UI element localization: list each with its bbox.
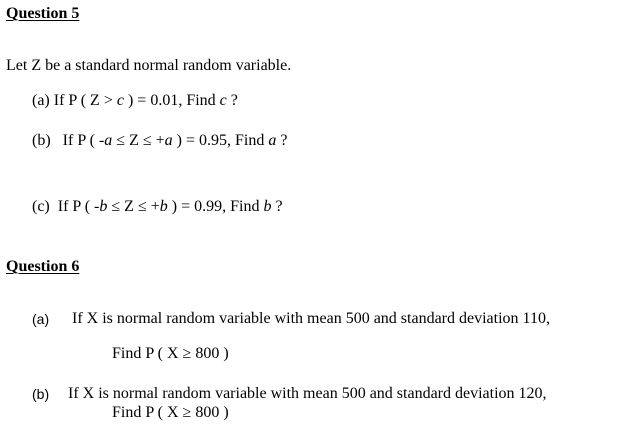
part-a-suffix: ) = 0.01, Find: [123, 92, 220, 109]
q6-part-a-text: If X is normal random variable with mean 500 and standard deviation 110,: [72, 310, 550, 327]
part-a-prefix: If P ( Z >: [53, 92, 117, 109]
part-c-var-b-3: b: [263, 198, 272, 215]
question-6-part-b: [32, 385, 49, 404]
part-a-label: (a): [32, 92, 50, 109]
part-b-var-a-3: a: [268, 132, 277, 149]
part-b-end: ?: [276, 132, 288, 149]
q6-part-a-find: Find P ( X ≥ 800 ): [112, 345, 229, 362]
part-a-end: ?: [226, 92, 238, 109]
part-c-middle: ≤ Z ≤ +: [107, 198, 160, 215]
part-b-middle: ≤ Z ≤ +: [112, 132, 165, 149]
part-b-prefix: If P ( -: [62, 132, 105, 149]
part-b-var-a: a: [104, 132, 113, 149]
part-c-var-b-2: b: [159, 198, 168, 215]
part-c-label: (c): [32, 198, 50, 215]
q6-part-a-label: (a): [32, 311, 50, 327]
question-5-part-c: [32, 198, 283, 216]
part-c-end: ?: [271, 198, 283, 215]
part-b-label: (b): [32, 132, 51, 149]
part-c-var-b: b: [99, 198, 108, 215]
part-a-var-c-2: c: [219, 92, 227, 109]
part-b-suffix: ) = 0.95, Find: [172, 132, 269, 149]
q6-part-b-find: Find P ( X ≥ 800 ): [112, 404, 229, 421]
part-a-var-c: c: [116, 92, 124, 109]
question-5-part-b: [32, 132, 287, 150]
question-6-heading: Question 6: [6, 258, 80, 275]
q6-part-b-text: If X is normal random variable with mean 500 and standard deviation 120,: [68, 385, 547, 402]
question-6-part-a: [32, 310, 49, 329]
part-b-var-a-2: a: [164, 132, 173, 149]
part-c-prefix: If P ( -: [57, 198, 100, 215]
q6-part-b-label: (b): [32, 386, 50, 402]
part-c-suffix: ) = 0.99, Find: [167, 198, 264, 215]
question-5-part-a: [32, 92, 238, 110]
question-5-heading: Question 5: [6, 5, 80, 22]
question-5-intro: Let Z be a standard normal random variable.: [6, 57, 292, 74]
